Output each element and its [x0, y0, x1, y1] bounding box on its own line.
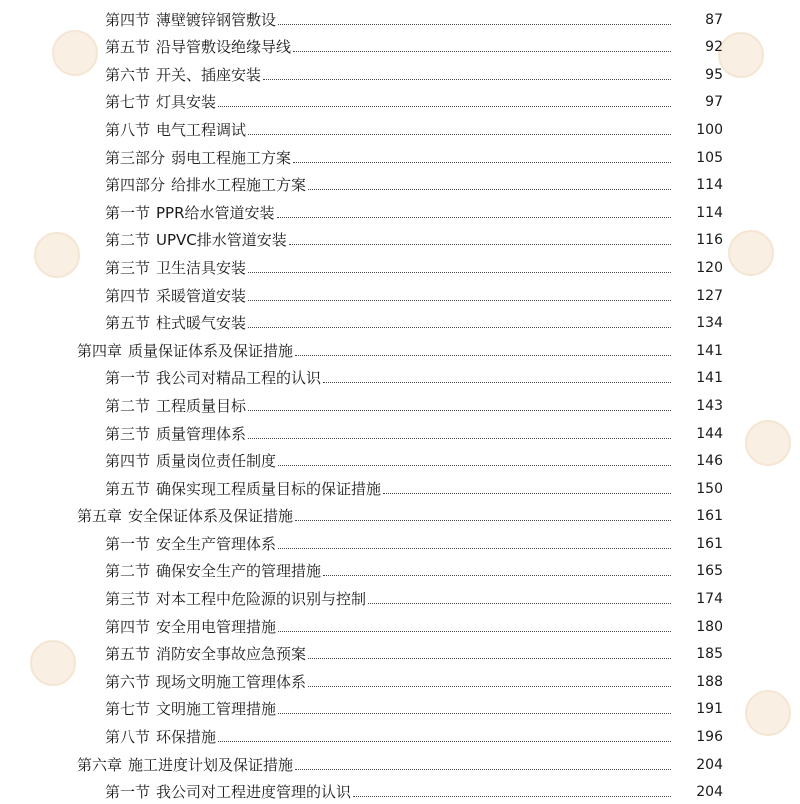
toc-page-number: 134	[696, 315, 723, 332]
toc-entry-number: 第二节	[105, 562, 151, 581]
toc-page-number: 141	[696, 370, 723, 387]
toc-entry-number: 第八节	[105, 728, 151, 747]
toc-dot-leader	[277, 217, 671, 218]
toc-section-entry[interactable]	[0, 418, 800, 446]
toc-page-number: 161	[696, 535, 723, 552]
toc-dot-leader	[295, 769, 671, 770]
toc-dot-leader	[289, 244, 671, 245]
toc-dot-leader	[293, 51, 671, 52]
toc-entry-title	[105, 369, 321, 387]
toc-entry-number: 第四部分	[105, 176, 166, 195]
toc-section-entry[interactable]	[0, 4, 800, 32]
toc-entry-number: 第四节	[105, 452, 151, 471]
toc-section-entry[interactable]	[0, 87, 800, 115]
toc-dot-leader	[368, 603, 671, 604]
toc-entry-title	[105, 287, 246, 305]
toc-entry-number: 第三节	[105, 424, 151, 443]
toc-entry-title	[105, 38, 291, 56]
toc-entry-number: 第四节	[105, 10, 151, 29]
toc-entry-number: 第五节	[105, 314, 151, 333]
toc-entry-title	[105, 11, 276, 29]
toc-page-number: 161	[696, 508, 723, 525]
toc-section-entry[interactable]	[0, 197, 800, 225]
toc-entry-number: 第六节	[105, 65, 151, 84]
toc-section-entry[interactable]	[0, 280, 800, 308]
toc-entry-text: 我公司对精品工程的认识	[156, 369, 322, 388]
toc-dot-leader	[383, 493, 671, 494]
toc-entry-text: 开关、插座安装	[156, 65, 262, 84]
toc-section-entry[interactable]	[0, 390, 800, 418]
toc-entry-number: 第六节	[105, 672, 151, 691]
toc-entry-number: 第七节	[105, 93, 151, 112]
toc-entry-number: 第一节	[105, 369, 151, 388]
toc-dot-leader	[353, 796, 671, 797]
toc-entry-text: 环保措施	[156, 728, 217, 747]
toc-entry-text: 确保安全生产的管理措施	[156, 562, 322, 581]
toc-section-entry[interactable]	[0, 32, 800, 60]
toc-entry-text: 我公司对工程进度管理的认识	[156, 783, 352, 802]
toc-section-entry[interactable]	[0, 583, 800, 611]
toc-page-number: 141	[696, 342, 723, 359]
toc-dot-leader	[218, 106, 671, 107]
toc-entry-text: 质量岗位责任制度	[156, 452, 277, 471]
toc-page-number: 116	[696, 232, 723, 249]
toc-entry-text: 安全生产管理体系	[156, 534, 277, 553]
toc-entry-title	[105, 425, 246, 443]
table-of-contents	[0, 4, 800, 804]
toc-page-number: 180	[696, 618, 723, 635]
toc-dot-leader	[308, 686, 671, 687]
toc-dot-leader	[248, 134, 671, 135]
toc-dot-leader	[278, 631, 671, 632]
toc-dot-leader	[278, 713, 671, 714]
toc-page-number: 87	[705, 11, 723, 28]
toc-section-entry[interactable]	[0, 59, 800, 87]
toc-dot-leader	[248, 300, 671, 301]
toc-entry-title	[105, 728, 216, 746]
toc-chapter-entry[interactable]	[0, 335, 800, 363]
toc-entry-title	[105, 590, 366, 608]
toc-section-entry[interactable]	[0, 446, 800, 474]
toc-section-entry[interactable]	[0, 694, 800, 722]
toc-entry-number: 第五节	[105, 479, 151, 498]
toc-dot-leader	[218, 741, 671, 742]
toc-entry-text: 薄壁镀锌钢管敷设	[156, 10, 277, 29]
toc-section-entry[interactable]	[0, 114, 800, 142]
toc-entry-number: 第一节	[105, 203, 151, 222]
toc-entry-text: 电气工程调试	[156, 120, 247, 139]
toc-entry-text: 弱电工程施工方案	[171, 148, 292, 167]
toc-dot-leader	[293, 162, 671, 163]
toc-dot-leader	[248, 327, 671, 328]
toc-entry-text: 施工进度计划及保证措施	[128, 755, 294, 774]
toc-page-number: 174	[696, 591, 723, 608]
toc-entry-title	[77, 756, 293, 774]
toc-entry-title	[105, 176, 306, 194]
toc-entry-number: 第一节	[105, 783, 151, 802]
toc-entry-text: 对本工程中危险源的识别与控制	[156, 590, 367, 609]
toc-entry-text: PPR给水管道安装	[156, 203, 275, 222]
toc-entry-title	[105, 259, 246, 277]
toc-entry-title	[105, 66, 261, 84]
toc-page-number: 127	[696, 287, 723, 304]
toc-entry-text: 文明施工管理措施	[156, 700, 277, 719]
toc-page-number: 143	[696, 397, 723, 414]
toc-dot-leader	[278, 24, 671, 25]
toc-entry-number: 第三节	[105, 258, 151, 277]
toc-dot-leader	[323, 382, 671, 383]
toc-section-entry[interactable]	[0, 528, 800, 556]
toc-entry-title	[105, 93, 216, 111]
toc-dot-leader	[295, 355, 671, 356]
toc-entry-text: 灯具安装	[156, 93, 217, 112]
toc-page-number: 191	[696, 701, 723, 718]
toc-entry-title	[105, 397, 246, 415]
toc-entry-number: 第八节	[105, 120, 151, 139]
toc-entry-title	[77, 342, 293, 360]
toc-page-number: 100	[696, 121, 723, 138]
toc-entry-number: 第五节	[105, 38, 151, 57]
toc-section-entry[interactable]	[0, 473, 800, 501]
toc-entry-title	[105, 618, 276, 636]
toc-entry-title	[77, 507, 293, 525]
toc-section-entry[interactable]	[0, 556, 800, 584]
toc-entry-text: 质量保证体系及保证措施	[128, 341, 294, 360]
toc-dot-leader	[278, 548, 671, 549]
toc-section-entry[interactable]	[0, 611, 800, 639]
toc-section-entry[interactable]	[0, 170, 800, 198]
toc-page-number: 114	[696, 204, 723, 221]
toc-section-entry[interactable]	[0, 639, 800, 667]
toc-entry-number: 第一节	[105, 534, 151, 553]
toc-chapter-entry[interactable]	[0, 749, 800, 777]
toc-entry-title	[105, 480, 381, 498]
toc-entry-text: 柱式暖气安装	[156, 314, 247, 333]
toc-entry-text: 安全保证体系及保证措施	[128, 507, 294, 526]
toc-page-number: 185	[696, 646, 723, 663]
toc-entry-text: 卫生洁具安装	[156, 258, 247, 277]
toc-entry-title	[105, 231, 287, 249]
toc-entry-title	[105, 673, 306, 691]
toc-entry-text: 工程质量目标	[156, 396, 247, 415]
toc-section-entry[interactable]	[0, 252, 800, 280]
toc-section-entry[interactable]	[0, 721, 800, 749]
toc-entry-title	[105, 562, 321, 580]
toc-dot-leader	[263, 79, 671, 80]
toc-chapter-entry[interactable]	[0, 501, 800, 529]
toc-entry-title	[105, 314, 246, 332]
toc-page-number: 150	[696, 480, 723, 497]
toc-entry-title	[105, 535, 276, 553]
toc-entry-number: 第二节	[105, 396, 151, 415]
toc-entry-number: 第七节	[105, 700, 151, 719]
toc-page-number: 114	[696, 177, 723, 194]
toc-dot-leader	[308, 658, 671, 659]
toc-entry-title	[105, 645, 306, 663]
toc-entry-number: 第三部分	[105, 148, 166, 167]
toc-entry-number: 第二节	[105, 231, 151, 250]
toc-entry-text: 安全用电管理措施	[156, 617, 277, 636]
toc-page-number: 95	[705, 66, 723, 83]
toc-entry-title	[105, 204, 275, 222]
toc-entry-number: 第五节	[105, 645, 151, 664]
toc-page-number: 97	[705, 94, 723, 111]
toc-page-number: 204	[696, 756, 723, 773]
toc-entry-text: 沿导管敷设绝缘导线	[156, 38, 292, 57]
toc-entry-number: 第四节	[105, 617, 151, 636]
toc-entry-title	[105, 783, 351, 801]
toc-section-entry[interactable]	[0, 142, 800, 170]
toc-page-number: 165	[696, 563, 723, 580]
toc-entry-text: UPVC排水管道安装	[156, 231, 287, 250]
toc-entry-number: 第四章	[77, 341, 123, 360]
toc-entry-title	[105, 700, 276, 718]
toc-entry-title	[105, 121, 246, 139]
toc-entry-text: 质量管理体系	[156, 424, 247, 443]
toc-section-entry[interactable]	[0, 308, 800, 336]
toc-entry-number: 第六章	[77, 755, 123, 774]
toc-entry-text: 现场文明施工管理体系	[156, 672, 307, 691]
toc-entry-number: 第三节	[105, 590, 151, 609]
toc-dot-leader	[248, 410, 671, 411]
toc-dot-leader	[248, 272, 671, 273]
toc-page-number: 105	[696, 149, 723, 166]
toc-entry-text: 确保实现工程质量目标的保证措施	[156, 479, 382, 498]
toc-page-number: 204	[696, 784, 723, 801]
toc-entry-title	[105, 452, 276, 470]
toc-dot-leader	[308, 189, 671, 190]
toc-page-number: 92	[705, 39, 723, 56]
toc-page-number: 120	[696, 259, 723, 276]
toc-dot-leader	[295, 520, 671, 521]
toc-page-number: 196	[696, 729, 723, 746]
toc-dot-leader	[248, 438, 671, 439]
toc-entry-number: 第四节	[105, 286, 151, 305]
toc-entry-text: 采暖管道安装	[156, 286, 247, 305]
toc-entry-text: 消防安全事故应急预案	[156, 645, 307, 664]
toc-section-entry[interactable]	[0, 666, 800, 694]
toc-dot-leader	[323, 575, 671, 576]
toc-dot-leader	[278, 465, 671, 466]
toc-entry-number: 第五章	[77, 507, 123, 526]
toc-page-number: 146	[696, 453, 723, 470]
toc-entry-text: 给排水工程施工方案	[171, 176, 307, 195]
toc-section-entry[interactable]	[0, 225, 800, 253]
toc-page-number: 188	[696, 673, 723, 690]
toc-section-entry[interactable]	[0, 363, 800, 391]
toc-entry-title	[105, 149, 291, 167]
toc-page-number: 144	[696, 425, 723, 442]
